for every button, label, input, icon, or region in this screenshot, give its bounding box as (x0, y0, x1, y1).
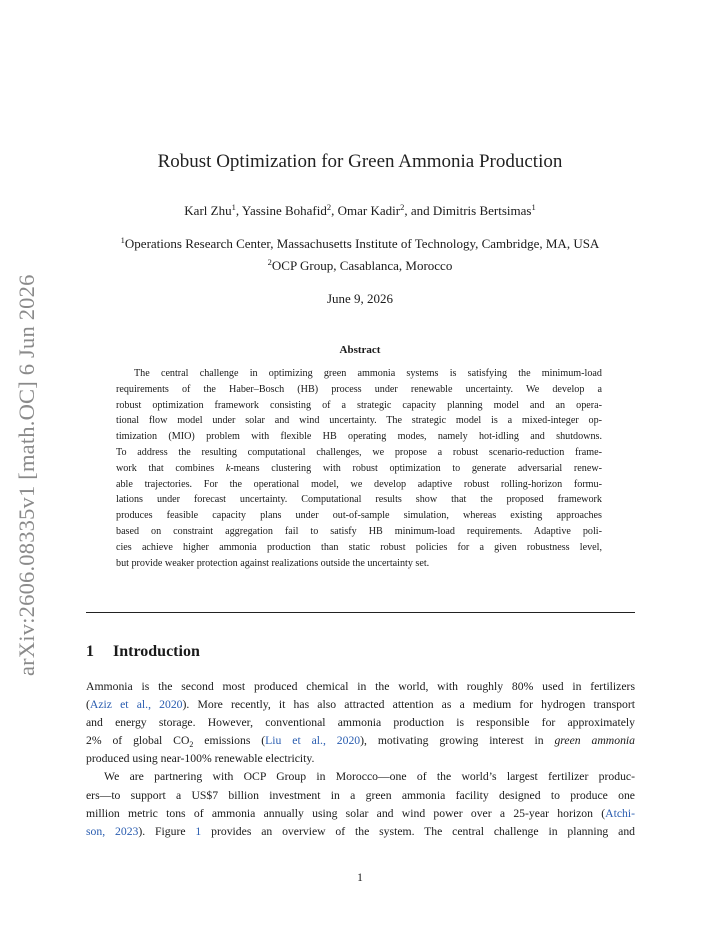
abstract-line: To address the resulting computational challenges, we propose a robust scenario-reduction frame- (116, 446, 602, 458)
paper-title: Robust Optimization for Green Ammonia Production (157, 151, 563, 172)
abstract-line: work that combines k-means clustering with robust optimization to generate adversarial renew- (116, 462, 602, 474)
body-line: son, 2023). Figure 1 provides an overview of the system. The central challenge in planning and (86, 824, 636, 838)
arxiv-identifier: arXiv:2606.08335v1 [math.OC] 6 Jun 2026 (14, 274, 39, 676)
affiliation-line (0, 236, 720, 252)
author-name: Omar Kadir (337, 203, 401, 218)
affiliation-text: Operations Research Center, Massachusetts Institute of Technology, Cambridge, MA, USA (124, 236, 600, 251)
section-number: 1 (86, 643, 94, 660)
body-line: million metric tons of ammonia annually using solar and wind power over a 25-year horizon (Atchi- (86, 806, 635, 820)
section-title: Introduction (113, 643, 200, 660)
author-name: Karl Zhu (184, 203, 232, 218)
abstract-line: requirements of the Haber–Bosch (HB) process under renewable uncertainty. We develop a (116, 383, 602, 395)
abstract-heading: Abstract (339, 344, 381, 356)
introduction-body (86, 678, 635, 841)
abstract-line: based on constraint aggregation fail to satisfy HB minimum-load requirements. Adaptive poli- (116, 525, 602, 537)
body-line: ers—to support a US$7 billion investment in a green ammonia facility designed to produce one (86, 788, 635, 802)
body-line: 2% of global $CO_2$ emissions (Liu et al., 2020), motivating growing interest in green ammonia (86, 734, 636, 750)
publication-date: June 9, 2026 (326, 291, 394, 306)
abstract-line: produces feasible capacity plans under out-of-sample simulation, whereas existing approaches (116, 510, 602, 522)
body-line: We are partnering with OCP Group in Morocco—one of the world’s largest fertilizer produc- (104, 770, 635, 784)
abstract-line: timization (MIO) problem with flexible HB operating modes, namely hot-idling and shutdowns. (116, 431, 602, 443)
affiliation-mark: 1 (231, 202, 236, 212)
abstract-line: The central challenge in optimizing green ammonia systems is satisfying the minimum-load (134, 368, 602, 379)
citation-link[interactable]: Atchi- (605, 806, 635, 820)
section-divider (86, 612, 635, 613)
figure-reference-link[interactable]: 1 (195, 824, 202, 838)
author-list: Karl Zhu$^1$, Yassine Bohafid$^2$, Omar Kadir$^2$, and Dimitris Bertsimas$^1$ (184, 202, 536, 218)
abstract-line: cies achieve higher ammonia production than static robust policies for a given robustness level, (116, 541, 602, 553)
affiliation-mark: 2 (267, 257, 272, 267)
citation-link[interactable]: Aziz et al., 2020 (89, 698, 183, 712)
author-name: Dimitris Bertsimas (432, 203, 532, 218)
affiliation-mark: 1 (531, 202, 536, 212)
abstract-line: but provide weaker protection against realizations outside the uncertainty set. (116, 557, 430, 569)
page-number: 1 (357, 872, 363, 884)
affiliation-text: OCP Group, Casablanca, Morocco (271, 258, 453, 273)
citation-link[interactable]: son, 2023 (86, 824, 139, 838)
affiliation-mark: 2 (400, 202, 405, 212)
affiliation-line (0, 258, 720, 274)
abstract-line: robust optimization framework consisting of a strategic capacity planning model and an opera- (116, 399, 602, 411)
citation-link[interactable]: Liu et al., 2020 (265, 734, 361, 748)
author-name: Yassine Bohafid (241, 203, 327, 218)
abstract-line: able trajectories. For the operational model, we develop adaptive robust rolling-horizon formu- (116, 478, 602, 490)
affiliation-mark: 1 (120, 235, 125, 245)
abstract-body (116, 366, 602, 571)
affiliation-mark: 2 (326, 202, 332, 212)
emphasis-text: green ammonia (554, 734, 636, 748)
section-heading (86, 643, 200, 661)
body-line: Ammonia is the second most produced chemical in the world, with roughly 80% used in fertilizers (86, 680, 635, 693)
body-line: produced using near-100% renewable electricity. (86, 752, 315, 766)
abstract-line: tional flow model under solar and wind uncertainty. The strategic model is a mixed-integer op- (116, 415, 602, 427)
body-line: and energy storage. However, conventional ammonia production is responsible for approximately (86, 716, 635, 730)
body-line: (Aziz et al., 2020). More recently, it has also attracted attention as a medium for hydrogen transport (86, 698, 635, 712)
abstract-line: lations under forecast uncertainty. Computational results show that the proposed framework (116, 494, 602, 506)
